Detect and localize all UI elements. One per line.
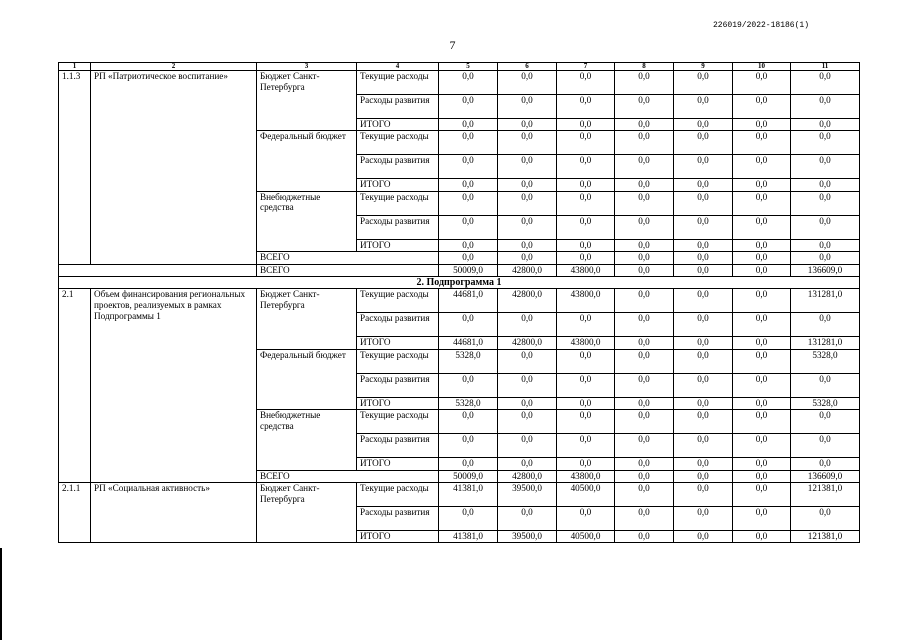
value-cell: 0,0 [439,313,498,337]
value-cell: 0,0 [674,410,733,434]
value-cell: 0,0 [791,95,860,119]
value-cell: 0,0 [557,71,615,95]
value-cell: 0,0 [615,215,674,239]
total-value: 42800,0 [498,264,557,276]
total-value: 43800,0 [557,264,615,276]
value-cell: 5328,0 [791,397,860,409]
value-cell: 0,0 [791,191,860,215]
total-value: 0,0 [674,252,733,264]
total-value: 0,0 [733,264,791,276]
expense-type: Текущие расходы [357,289,439,313]
column-header: 3 [257,63,357,71]
item-number: 2.1 [59,289,91,483]
value-cell: 0,0 [498,155,557,179]
value-cell: 0,0 [439,95,498,119]
value-cell: 0,0 [557,458,615,470]
total-value: 0,0 [615,470,674,482]
value-cell: 0,0 [674,179,733,191]
total-value: 50009,0 [439,470,498,482]
value-cell: 40500,0 [557,483,615,507]
value-cell: 43800,0 [557,289,615,313]
total-value: 0,0 [615,264,674,276]
total-label: ВСЕГО [257,264,439,276]
value-cell: 0,0 [498,131,557,155]
value-cell: 121381,0 [791,483,860,507]
value-cell: 0,0 [733,71,791,95]
total-value: 0,0 [791,252,860,264]
table-row [59,71,860,95]
table-row [59,289,860,313]
value-cell: 0,0 [439,179,498,191]
value-cell: 0,0 [674,337,733,349]
value-cell: 0,0 [557,155,615,179]
section-row [59,276,860,289]
scan-edge-line [0,548,2,640]
value-cell: 0,0 [674,191,733,215]
page-number: 7 [449,38,456,52]
value-cell: 131281,0 [791,337,860,349]
value-cell: 0,0 [674,131,733,155]
funding-source: Федеральный бюджет [257,131,357,191]
financing-table [58,62,860,543]
value-cell: 0,0 [733,397,791,409]
item-name: РП «Патриотическое воспитание» [91,71,257,265]
document-id: 226019/2022-18186(1) [712,21,809,30]
value-cell: 0,0 [498,215,557,239]
value-cell: 0,0 [439,119,498,131]
value-cell: 0,0 [557,434,615,458]
value-cell: 0,0 [674,507,733,531]
value-cell: 0,0 [674,155,733,179]
value-cell: 0,0 [733,95,791,119]
total-value: 0,0 [674,470,733,482]
value-cell: 42800,0 [498,289,557,313]
value-cell: 131281,0 [791,289,860,313]
value-cell: 0,0 [674,215,733,239]
value-cell: 0,0 [498,179,557,191]
value-cell: 0,0 [733,349,791,373]
value-cell: 0,0 [791,458,860,470]
value-cell: 0,0 [615,434,674,458]
value-cell: 0,0 [439,410,498,434]
value-cell: 39500,0 [498,483,557,507]
expense-type: Расходы развития [357,313,439,337]
value-cell: 39500,0 [498,531,557,543]
funding-source: Федеральный бюджет [257,349,357,409]
value-cell: 0,0 [733,239,791,251]
total-value: 0,0 [498,252,557,264]
value-cell: 43800,0 [557,337,615,349]
value-cell: 0,0 [557,131,615,155]
value-cell: 42800,0 [498,337,557,349]
column-header: 5 [439,63,498,71]
total-value: 0,0 [439,252,498,264]
expense-type: Расходы развития [357,373,439,397]
expense-type: ИТОГО [357,337,439,349]
value-cell: 0,0 [557,215,615,239]
value-cell: 0,0 [557,191,615,215]
value-cell: 121381,0 [791,531,860,543]
column-header: 11 [791,63,860,71]
expense-type: Расходы развития [357,215,439,239]
value-cell: 0,0 [557,507,615,531]
total-label: ВСЕГО [257,252,439,264]
item-number: 2.1.1 [59,483,91,543]
value-cell: 0,0 [557,179,615,191]
value-cell: 0,0 [439,458,498,470]
value-cell: 0,0 [498,191,557,215]
value-cell: 0,0 [498,349,557,373]
value-cell: 0,0 [674,71,733,95]
value-cell: 0,0 [674,373,733,397]
total-label: ВСЕГО [257,470,439,482]
value-cell: 40500,0 [557,531,615,543]
value-cell: 0,0 [498,458,557,470]
column-header: 2 [91,63,257,71]
header-row [59,63,860,71]
value-cell: 0,0 [791,239,860,251]
total-row [59,264,860,276]
value-cell: 0,0 [791,410,860,434]
value-cell: 0,0 [733,434,791,458]
expense-type: ИТОГО [357,179,439,191]
item-name: Объем финансирования региональных проектов, реализуемых в рамках Подпрограммы 1 [91,289,257,483]
value-cell: 0,0 [791,179,860,191]
value-cell: 0,0 [733,531,791,543]
table-row [59,483,860,507]
expense-type: Текущие расходы [357,410,439,434]
value-cell: 0,0 [557,95,615,119]
value-cell: 0,0 [439,373,498,397]
value-cell: 0,0 [615,410,674,434]
value-cell: 0,0 [439,155,498,179]
value-cell: 0,0 [733,410,791,434]
expense-type: ИТОГО [357,397,439,409]
expense-type: ИТОГО [357,119,439,131]
total-value: 0,0 [615,252,674,264]
value-cell: 0,0 [674,458,733,470]
funding-source: Бюджет Санкт-Петербурга [257,71,357,131]
expense-type: ИТОГО [357,458,439,470]
value-cell: 0,0 [791,434,860,458]
value-cell: 0,0 [791,215,860,239]
value-cell: 0,0 [498,373,557,397]
column-header: 9 [674,63,733,71]
value-cell: 0,0 [791,71,860,95]
value-cell: 0,0 [439,215,498,239]
value-cell: 0,0 [733,191,791,215]
value-cell: 0,0 [791,119,860,131]
expense-type: Текущие расходы [357,349,439,373]
value-cell: 0,0 [615,289,674,313]
expense-type: Текущие расходы [357,71,439,95]
expense-type: Текущие расходы [357,131,439,155]
value-cell: 0,0 [439,191,498,215]
expense-type: ИТОГО [357,531,439,543]
expense-type: Расходы развития [357,95,439,119]
value-cell: 0,0 [615,179,674,191]
value-cell: 0,0 [733,507,791,531]
value-cell: 0,0 [439,239,498,251]
value-cell: 0,0 [674,95,733,119]
column-header: 7 [557,63,615,71]
value-cell: 0,0 [439,71,498,95]
value-cell: 0,0 [615,397,674,409]
total-value: 42800,0 [498,470,557,482]
value-cell: 0,0 [498,119,557,131]
total-value: 50009,0 [439,264,498,276]
funding-source: Внебюджетные средства [257,410,357,470]
total-value: 136609,0 [791,264,860,276]
value-cell: 0,0 [733,119,791,131]
value-cell: 41381,0 [439,483,498,507]
value-cell: 0,0 [557,410,615,434]
expense-type: Текущие расходы [357,191,439,215]
value-cell: 5328,0 [439,349,498,373]
value-cell: 0,0 [791,313,860,337]
total-value: 0,0 [733,252,791,264]
value-cell: 0,0 [439,131,498,155]
value-cell: 0,0 [674,289,733,313]
value-cell: 0,0 [615,337,674,349]
expense-type: Расходы развития [357,507,439,531]
value-cell: 0,0 [674,397,733,409]
total-value: 0,0 [733,470,791,482]
value-cell: 0,0 [498,397,557,409]
value-cell: 0,0 [615,373,674,397]
value-cell: 0,0 [557,239,615,251]
expense-type: ИТОГО [357,239,439,251]
value-cell: 0,0 [615,313,674,337]
value-cell: 0,0 [674,239,733,251]
column-header: 6 [498,63,557,71]
value-cell: 0,0 [674,349,733,373]
funding-source: Внебюджетные средства [257,191,357,251]
value-cell: 0,0 [733,215,791,239]
value-cell: 0,0 [791,373,860,397]
value-cell: 0,0 [733,131,791,155]
value-cell: 0,0 [791,507,860,531]
item-number [59,264,257,276]
section-title: 2. Подпрограмма 1 [59,276,860,289]
value-cell: 0,0 [674,531,733,543]
value-cell: 0,0 [615,131,674,155]
item-name: РП «Социальная активность» [91,483,257,543]
value-cell: 5328,0 [791,349,860,373]
value-cell: 0,0 [498,239,557,251]
value-cell: 0,0 [498,71,557,95]
total-value: 0,0 [674,264,733,276]
value-cell: 0,0 [615,71,674,95]
value-cell: 0,0 [674,483,733,507]
column-header: 10 [733,63,791,71]
value-cell: 0,0 [733,458,791,470]
expense-type: Текущие расходы [357,483,439,507]
value-cell: 0,0 [733,179,791,191]
funding-source: Бюджет Санкт-Петербурга [257,483,357,543]
value-cell: 0,0 [557,397,615,409]
value-cell: 0,0 [615,155,674,179]
funding-source: Бюджет Санкт-Петербурга [257,289,357,349]
column-header: 4 [357,63,439,71]
value-cell: 0,0 [615,119,674,131]
value-cell: 0,0 [733,289,791,313]
value-cell: 0,0 [498,434,557,458]
value-cell: 0,0 [615,239,674,251]
value-cell: 0,0 [733,313,791,337]
expense-type: Расходы развития [357,155,439,179]
value-cell: 0,0 [733,155,791,179]
total-value: 0,0 [557,252,615,264]
value-cell: 0,0 [733,337,791,349]
value-cell: 0,0 [498,95,557,119]
column-header: 8 [615,63,674,71]
value-cell: 44681,0 [439,289,498,313]
value-cell: 0,0 [733,483,791,507]
value-cell: 0,0 [439,507,498,531]
expense-type: Расходы развития [357,434,439,458]
value-cell: 0,0 [674,119,733,131]
value-cell: 5328,0 [439,397,498,409]
item-number: 1.1.3 [59,71,91,265]
value-cell: 0,0 [615,507,674,531]
value-cell: 44681,0 [439,337,498,349]
value-cell: 0,0 [791,131,860,155]
value-cell: 0,0 [615,349,674,373]
column-header: 1 [59,63,91,71]
value-cell: 0,0 [615,531,674,543]
value-cell: 0,0 [557,313,615,337]
value-cell: 0,0 [733,373,791,397]
value-cell: 0,0 [615,458,674,470]
value-cell: 0,0 [557,373,615,397]
value-cell: 0,0 [498,313,557,337]
value-cell: 0,0 [557,349,615,373]
total-value: 43800,0 [557,470,615,482]
value-cell: 0,0 [615,95,674,119]
value-cell: 0,0 [791,155,860,179]
value-cell: 0,0 [674,313,733,337]
value-cell: 0,0 [439,434,498,458]
value-cell: 0,0 [557,119,615,131]
value-cell: 0,0 [615,483,674,507]
value-cell: 0,0 [498,410,557,434]
total-value: 136609,0 [791,470,860,482]
value-cell: 0,0 [674,434,733,458]
value-cell: 41381,0 [439,531,498,543]
value-cell: 0,0 [615,191,674,215]
value-cell: 0,0 [498,507,557,531]
